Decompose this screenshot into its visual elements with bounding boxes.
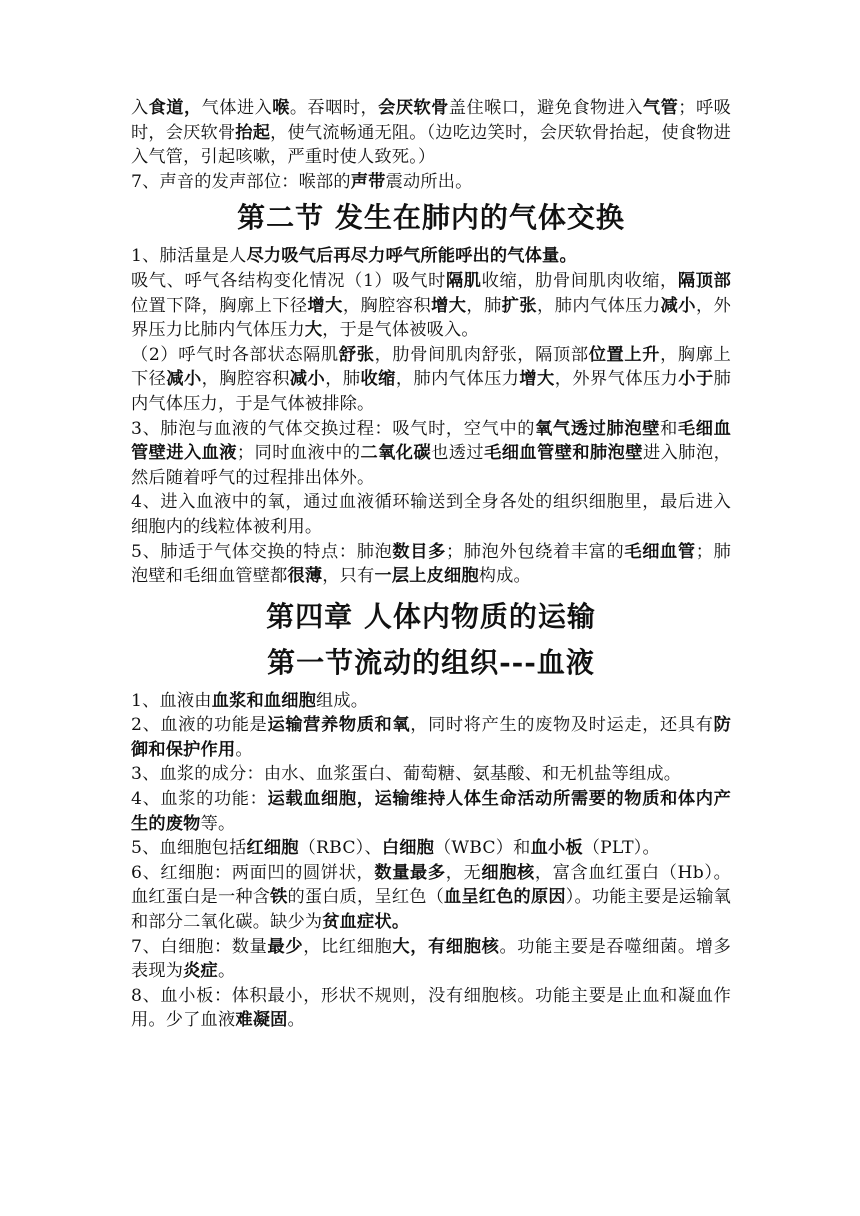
text-run: 。吞咽时， — [289, 98, 379, 118]
bold-text: 会厌软骨 — [378, 98, 449, 118]
paragraph — [131, 417, 731, 491]
bold-text: 尽力吸气后再尽力呼气所能呼出的气体量。 — [246, 246, 577, 267]
paragraph — [131, 96, 731, 170]
text-run: 气体进入 — [201, 98, 273, 118]
text-run: ，比红细胞 — [303, 936, 393, 957]
paragraph — [131, 787, 731, 836]
bold-text: 减小 — [166, 369, 202, 390]
section-heading: 第一节流动的组织---血液 — [267, 645, 595, 679]
text-run: ，胸廓上下径 — [131, 344, 731, 390]
bold-text: 难凝固 — [235, 1010, 288, 1031]
bold-text: 收缩 — [360, 369, 396, 390]
bold-text: 白细胞 — [381, 838, 435, 859]
bold-text: 血小板 — [530, 838, 583, 859]
text-run: 组成。 — [316, 690, 369, 711]
text-run: ，肺 — [466, 295, 502, 316]
bold-text: 小于 — [678, 369, 714, 390]
text-run: 5、肺适于气体交换的特点：肺泡 — [131, 541, 393, 562]
text-run: 。功能主要是吞噬细菌。增多表现为 — [131, 936, 731, 982]
bold-text: 血呈红色的原因 — [444, 887, 566, 908]
bold-text: 炎症 — [183, 961, 218, 982]
text-run: 。 — [287, 1010, 305, 1031]
bold-text: 数量最多 — [374, 862, 446, 883]
paragraph — [131, 170, 731, 195]
text-run: 4、血浆的功能： — [131, 789, 268, 810]
bold-text: 最少 — [267, 936, 304, 957]
paragraph — [131, 269, 731, 343]
text-run: ，富含血红蛋白（Hb）。血红蛋白是一种含 — [131, 862, 731, 908]
paragraph — [131, 935, 731, 984]
text-run: （WBC）和 — [434, 838, 531, 859]
bold-text: 增大 — [519, 369, 555, 390]
text-run: ，胸腔容积 — [201, 369, 290, 390]
paragraph — [131, 343, 731, 417]
text-run: 肺内气体压力，于是气体被排除。 — [131, 369, 731, 414]
bold-text: 隔顶部 — [677, 270, 731, 291]
paragraph — [131, 713, 731, 762]
paragraph — [131, 540, 731, 589]
bold-text: 毛细血管壁和肺泡壁 — [484, 443, 643, 464]
bold-text: 铁 — [270, 887, 288, 908]
bold-text: 扩张 — [501, 295, 538, 316]
text-run: 1、肺活量是人 — [131, 246, 247, 267]
section-heading: 第四章 人体内物质的运输 — [266, 599, 596, 633]
text-run: ；同时血液中的 — [236, 443, 361, 464]
text-run: 7、声音的发声部位：喉部的 — [131, 171, 351, 192]
text-run: ，只有 — [322, 566, 375, 587]
text-run: 收缩，肋骨间肌肉收缩， — [481, 270, 678, 291]
bold-text: 增大 — [431, 295, 467, 316]
bold-text: 毛细血管壁进入血液 — [131, 418, 731, 464]
text-run: （RBC）、 — [298, 838, 382, 859]
text-run: 和 — [660, 418, 678, 439]
paragraph — [131, 244, 731, 269]
section-heading: 第二节 发生在肺内的气体交换 — [237, 201, 625, 235]
text-run: ；肺泡外包绕着丰富的 — [445, 541, 625, 562]
text-run: ，于是气体被吸入。 — [322, 320, 479, 341]
text-run: ，肺 — [325, 369, 361, 390]
bold-text: 很薄 — [287, 566, 323, 587]
bold-text: 增大 — [307, 295, 343, 316]
bold-text: 减小 — [289, 369, 326, 390]
text-run: 构成。 — [478, 566, 531, 587]
text-run: ；肺泡壁和毛细血管壁都 — [131, 541, 731, 587]
text-run: 5、血细胞包括 — [131, 838, 247, 859]
text-run: ）。功能主要是运输氧和部分二氧化碳。缺少为 — [131, 887, 731, 933]
bold-text: 喉 — [272, 98, 290, 118]
text-run: 3、血浆的成分：由水、血浆蛋白、葡萄糖、氨基酸、和无机盐等组成。 — [131, 764, 682, 785]
text-run: ，胸腔容积 — [342, 295, 432, 316]
text-run: 等。 — [200, 813, 236, 834]
text-run: 震动所出。 — [385, 171, 473, 192]
text-run: ，无 — [445, 862, 482, 883]
text-run: 8、血小板：体积最小，形状不规则，没有细胞核。功能主要是止血和凝血作用。少了血液 — [131, 985, 731, 1031]
text-run: 位置下降，胸廓上下径 — [131, 295, 308, 316]
bold-text: 运输营养物质和氧 — [267, 715, 411, 736]
bold-text: 声带 — [350, 171, 386, 192]
paragraph — [131, 861, 731, 935]
text-run: 2、血液的功能是 — [131, 715, 268, 736]
text-run: 入 — [131, 98, 149, 118]
text-run: 吸气、呼气各结构变化情况（1）吸气时 — [131, 270, 446, 291]
text-run: 6、红细胞：两面凹的圆饼状， — [131, 862, 375, 883]
bold-text: 抬起 — [235, 122, 271, 143]
bold-text: 防御和保护作用 — [131, 715, 731, 760]
text-run: 。 — [235, 739, 253, 760]
bold-text: 食道， — [148, 98, 202, 118]
text-run: ，使气流畅通无阻。（边吃边笑时，会厌软骨抬起，使食物进入气管，引起咳嗽，严重时使人致死。） — [131, 122, 732, 168]
text-run: 进入肺泡，然后随着呼气的过程排出体外。 — [131, 443, 731, 488]
paragraph — [131, 984, 731, 1033]
text-run: ，肺内气体压力 — [395, 369, 520, 390]
document-page — [131, 96, 731, 1033]
text-run: 7、白细胞：数量 — [131, 936, 268, 957]
bold-text: 血浆和血细胞 — [211, 690, 317, 711]
paragraph — [131, 762, 731, 787]
bold-text: 气管 — [642, 98, 679, 118]
bold-text: 贫血症状。 — [322, 912, 410, 933]
bold-text: 一层上皮细胞 — [374, 566, 479, 587]
bold-text: 二氧化碳 — [360, 443, 432, 464]
text-run: ，肺内气体压力 — [537, 295, 661, 316]
text-run: 也透过 — [431, 443, 485, 464]
bold-text: 红细胞 — [246, 838, 299, 859]
text-run: （PLT）。 — [582, 838, 660, 859]
text-run: （2）呼气时各部状态隔肌 — [131, 344, 339, 365]
text-run: 3、肺泡与血液的气体交换过程：吸气时，空气中的 — [131, 418, 536, 439]
text-run: ，外界压力比肺内气体压力 — [131, 295, 731, 341]
text-run: ，同时将产生的废物及时运走，还具有 — [410, 715, 714, 736]
bold-text: 氧气透过肺泡壁 — [535, 418, 661, 439]
text-run: 的蛋白质，呈红色（ — [287, 887, 444, 908]
bold-text: 位置上升 — [588, 344, 661, 365]
bold-text: 细胞核 — [481, 862, 535, 883]
text-run: ，肋骨间肌肉舒张，隔顶部 — [374, 344, 589, 365]
paragraph — [131, 490, 731, 539]
text-run: 1、血液由 — [131, 690, 212, 711]
bold-text: 数目多 — [392, 541, 446, 562]
bold-text: 毛细血管 — [624, 541, 696, 562]
text-run: 4、进入血液中的氧，通过血液循环输送到全身各处的组织细胞里，最后进入细胞内的线粒体被利用。 — [131, 492, 731, 537]
text-run: 。 — [217, 961, 236, 982]
text-run: ，外界气体压力 — [554, 369, 679, 390]
bold-text: 减小 — [660, 295, 696, 316]
paragraph — [131, 836, 731, 861]
text-run: ；呼吸时，会厌软骨 — [131, 98, 731, 143]
bold-text: 隔肌 — [445, 270, 482, 291]
paragraph — [131, 689, 731, 714]
bold-text: 运载血细胞，运输维持人体生命活动所需要的物质和体内产生的废物 — [131, 789, 731, 834]
bold-text: 大，有细胞核 — [392, 936, 500, 957]
bold-text: 舒张 — [338, 344, 375, 365]
text-run: 盖住喉口，避免食物进入 — [448, 98, 643, 118]
bold-text: 大 — [304, 320, 323, 341]
